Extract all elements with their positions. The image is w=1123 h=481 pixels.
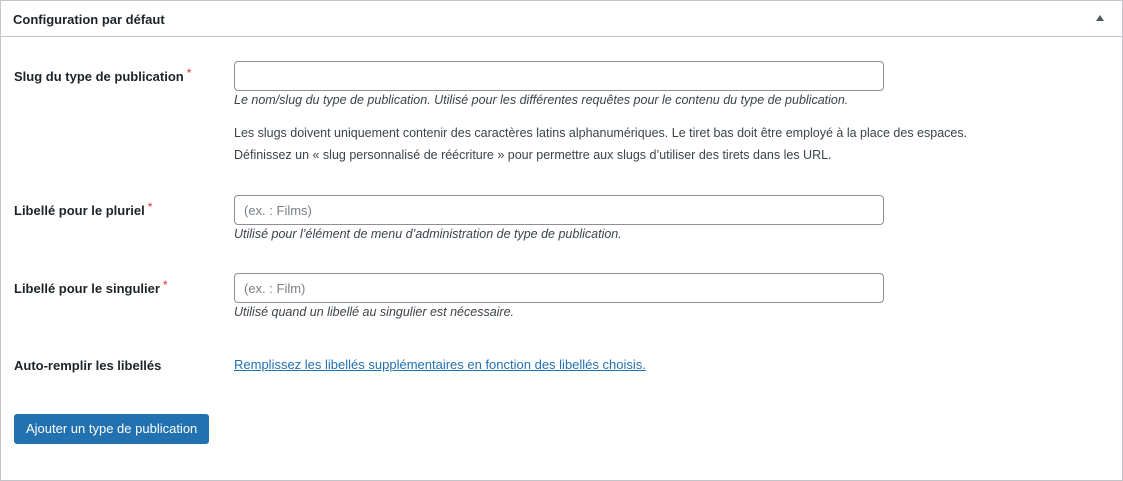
slug-hint: Le nom/slug du type de publication. Utilisé pour les différentes requêtes pour le contenu du type de publication. [234, 93, 849, 107]
required-asterisk: * [186, 66, 192, 80]
slug-input[interactable] [234, 61, 884, 91]
plural-hint: Utilisé pour l’élément de menu d’administration de type de publication. [234, 227, 622, 241]
plural-label [14, 200, 153, 218]
autofill-label: Auto-remplir les libellés [14, 358, 162, 373]
singular-label-text: Libellé pour le singulier [14, 281, 160, 296]
slug-label-text: Slug du type de publication [14, 69, 184, 84]
plural-label-input[interactable] [234, 195, 884, 225]
panel-title: Configuration par défaut [13, 12, 165, 27]
singular-hint: Utilisé quand un libellé au singulier est nécessaire. [234, 305, 515, 319]
panel-header [1, 1, 1122, 37]
slug-note-line1: Les slugs doivent uniquement contenir des caractères latins alphanumériques. Le tiret bas doit être employé à la place des espaces. [234, 126, 968, 140]
plural-label-text: Libellé pour le pluriel [14, 203, 145, 218]
singular-label [14, 278, 168, 296]
required-asterisk: * [147, 200, 153, 214]
add-post-type-button[interactable]: Ajouter un type de publication [14, 414, 209, 444]
required-asterisk: * [162, 278, 168, 292]
slug-label [14, 66, 192, 84]
autofill-labels-link[interactable]: Remplissez les libellés supplémentaires en fonction des libellés choisis. [234, 357, 646, 372]
collapse-triangle-up-icon[interactable] [1096, 15, 1104, 21]
singular-label-input[interactable] [234, 273, 884, 303]
slug-note-line2: Définissez un « slug personnalisé de réécriture » pour permettre aux slugs d’utiliser des tirets dans les URL. [234, 148, 832, 162]
